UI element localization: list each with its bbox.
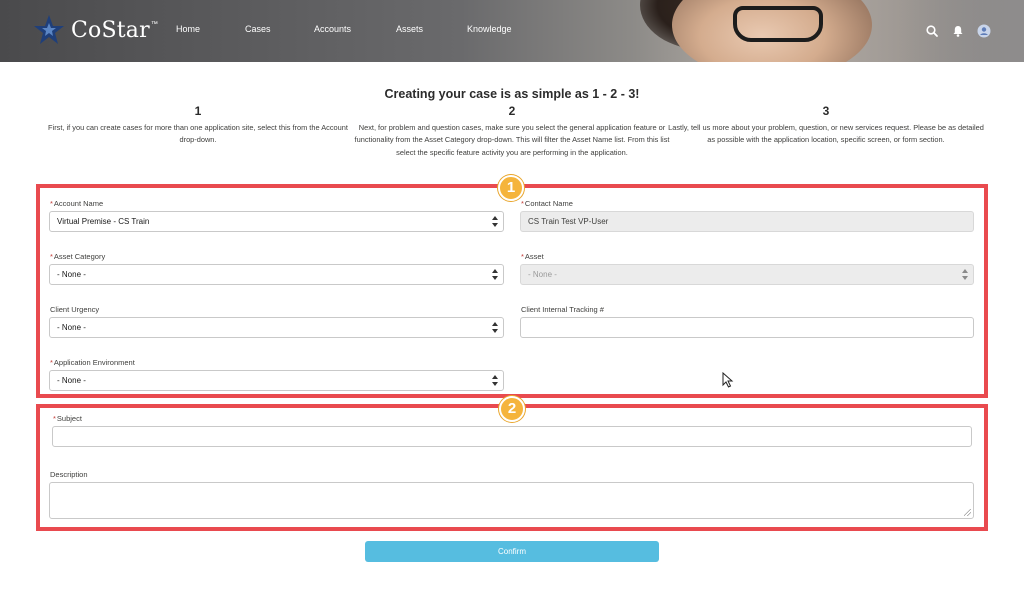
nav-accounts[interactable]: Accounts — [314, 24, 352, 34]
bell-icon[interactable] — [951, 24, 965, 38]
asset-category-value: - None - — [57, 270, 86, 279]
asset-category-select[interactable] — [49, 264, 504, 285]
step-number: 3 — [822, 104, 830, 118]
search-icon[interactable] — [925, 24, 939, 38]
account-name-label — [50, 199, 103, 208]
confirm-button[interactable]: Confirm — [365, 541, 659, 562]
application-environment-value: - None - — [57, 376, 86, 385]
required-marker: * — [53, 414, 56, 423]
select-arrows-icon — [492, 216, 498, 228]
step-1 — [40, 104, 356, 147]
step-description: First, if you can create cases for more than one application site, select this from the Account drop-down. — [48, 123, 348, 145]
asset-value: - None - — [528, 270, 557, 279]
client-urgency-value: - None - — [57, 323, 86, 332]
account-name-value: Virtual Premise - CS Train — [57, 217, 150, 226]
account-name-select[interactable] — [49, 211, 504, 232]
required-marker: * — [50, 252, 53, 261]
label-text: Subject — [56, 414, 82, 423]
subject-label — [53, 414, 82, 423]
nav-home[interactable]: Home — [176, 24, 201, 34]
subject-input[interactable] — [52, 426, 972, 447]
client-tracking-label: Client Internal Tracking # — [521, 305, 604, 314]
nav-cases[interactable]: Cases — [245, 24, 271, 34]
contact-name-label — [521, 199, 573, 208]
brand-name: CoStar — [71, 17, 150, 43]
application-environment-label — [50, 358, 135, 367]
costar-star-icon — [33, 14, 65, 46]
asset-category-label — [50, 252, 105, 261]
required-marker: * — [50, 199, 53, 208]
site-header — [0, 0, 1024, 62]
required-marker: * — [521, 199, 524, 208]
costar-logo[interactable] — [33, 14, 158, 46]
user-avatar-icon[interactable] — [977, 24, 991, 38]
resize-handle-icon[interactable] — [964, 509, 971, 516]
step-description: Lastly, tell us more about your problem, question, or new services request. Please be as detailed as possible with the application location, specific screen, or form section. — [668, 123, 984, 145]
required-marker: * — [521, 252, 524, 261]
hero-photo-glasses — [733, 6, 823, 42]
asset-label — [521, 252, 544, 261]
label-text: Asset Category — [53, 252, 106, 261]
mouse-cursor-icon — [722, 372, 734, 388]
select-arrows-icon — [492, 375, 498, 387]
contact-name-value: CS Train Test VP-User — [528, 217, 609, 226]
contact-name-field — [520, 211, 974, 232]
select-arrows-icon — [492, 269, 498, 281]
step-2 — [354, 104, 670, 159]
label-text: Application Environment — [53, 358, 135, 367]
step-number: 1 — [194, 104, 202, 118]
application-environment-select[interactable] — [49, 370, 504, 391]
step-3 — [667, 104, 985, 147]
brand-trademark: ™ — [150, 20, 158, 28]
asset-select — [520, 264, 974, 285]
step-number: 2 — [508, 104, 516, 118]
step-badge-1: 1 — [498, 175, 524, 201]
required-marker: * — [50, 358, 53, 367]
label-text: Account Name — [53, 199, 104, 208]
label-text: Asset — [524, 252, 544, 261]
label-text: Contact Name — [524, 199, 573, 208]
nav-knowledge[interactable]: Knowledge — [467, 24, 512, 34]
description-label: Description — [50, 470, 88, 479]
page-title: Creating your case is as simple as 1 - 2 - 3! — [384, 87, 640, 101]
client-urgency-label: Client Urgency — [50, 305, 100, 314]
select-arrows-icon — [492, 322, 498, 334]
select-arrows-icon — [962, 269, 968, 281]
step-description: Next, for problem and question cases, make sure you select the general application feature or functionality from the Asset Category drop-down. This will filter the Asset Name list. From this list select the specific feature activity you are performing in the application. — [354, 123, 670, 157]
client-urgency-select[interactable] — [49, 317, 504, 338]
step-badge-2: 2 — [499, 396, 525, 422]
description-textarea[interactable] — [49, 482, 974, 519]
client-tracking-input[interactable] — [520, 317, 974, 338]
nav-assets[interactable]: Assets — [396, 24, 424, 34]
